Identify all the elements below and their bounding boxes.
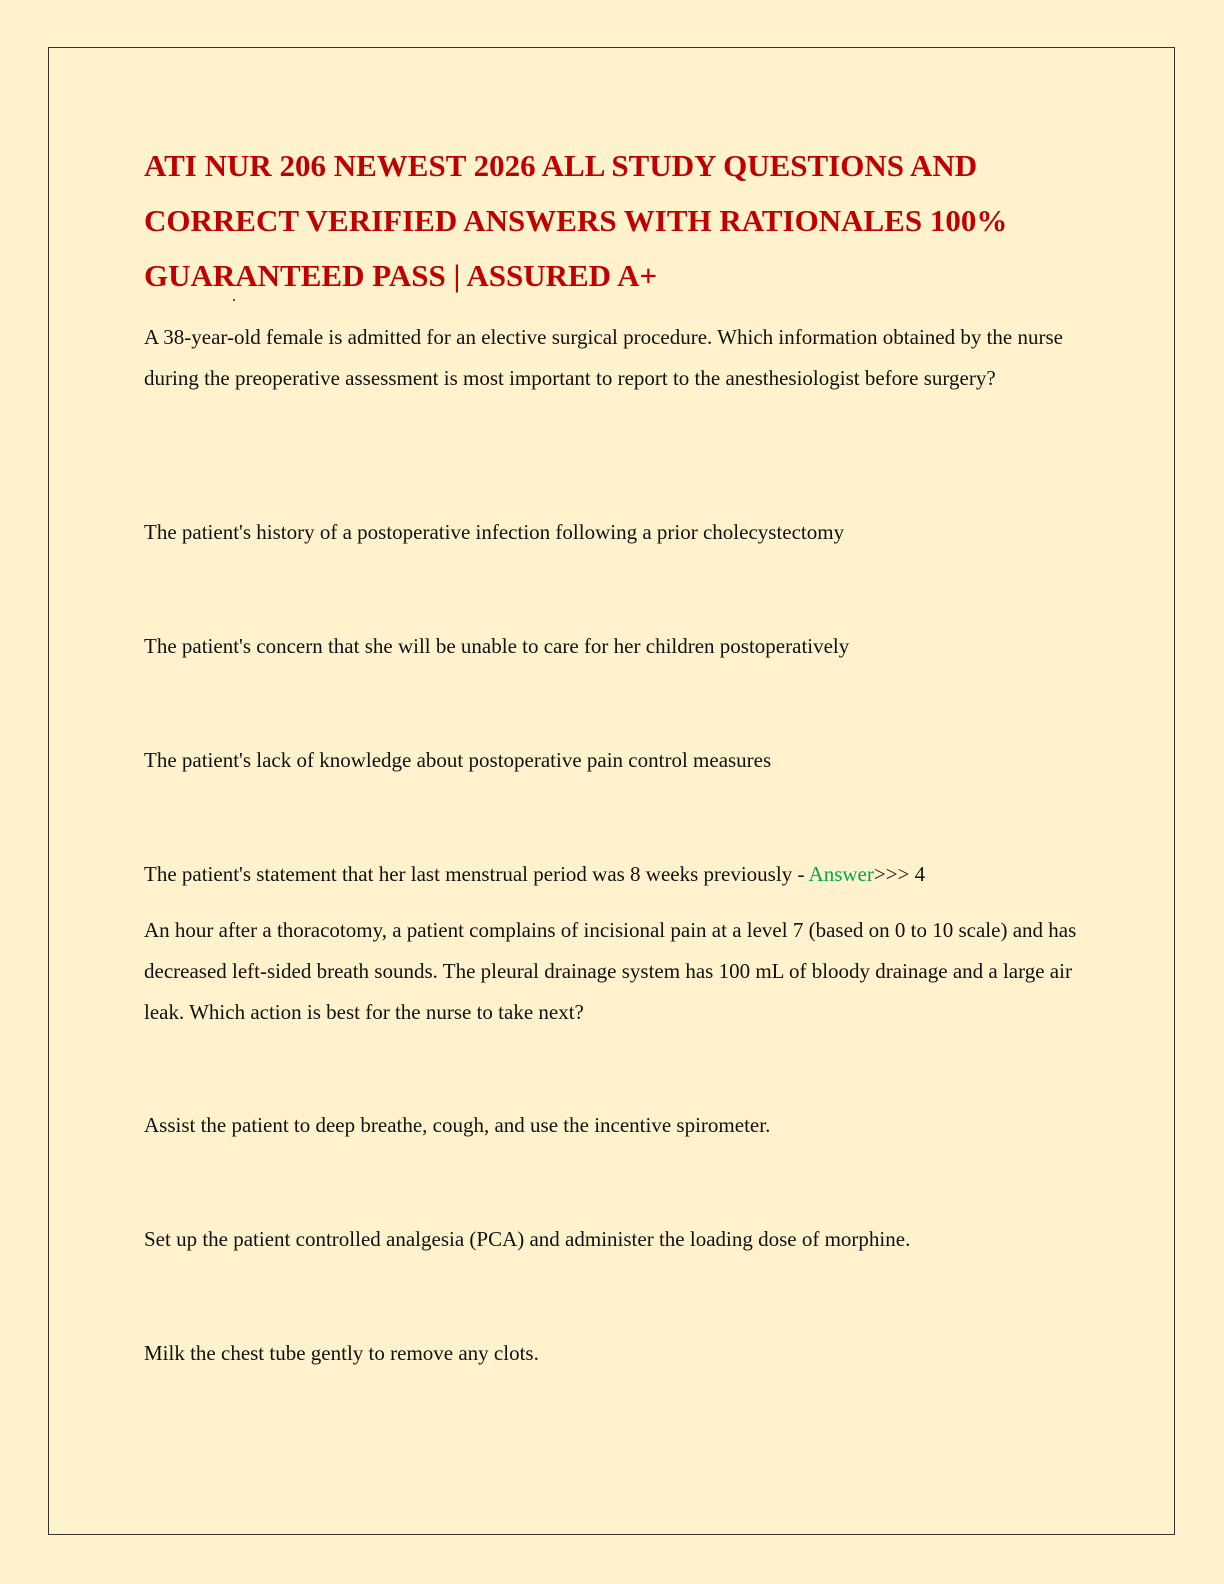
answer-value: >>> 4 [873,862,926,886]
question-1-option-1: The patient's history of a postoperative infection following a prior cholecystectomy [144,520,845,544]
question-2-option-3: Milk the chest tube gently to remove any clots. [144,1341,539,1365]
question-1-option-4: The patient's statement that her last menstrual period was 8 weeks previously [144,862,793,886]
answer-label: Answer [808,862,874,886]
answer-prefix: - [792,862,809,886]
stray-dot [233,299,235,301]
question-1-stem: A 38-year-old female is admitted for an elective surgical procedure. Which information obtained by the nurse during the preoperative assessment is most important to report to the anesthesiologist before surgery? [144,325,1063,390]
question-2-stem: An hour after a thoracotomy, a patient complains of incisional pain at a level 7 (based on 0 to 10 scale) and has decreased left-sided breath sounds. The pleural drainage system has 100 mL of bloody drainage and a large air leak. Which action is best for the nurse to take next? [144,918,1077,1024]
question-1-option-3: The patient's lack of knowledge about postoperative pain control measures [144,748,772,772]
question-2-option-2: Set up the patient controlled analgesia (PCA) and administer the loading dose of morphine. [144,1227,911,1251]
question-2-option-1: Assist the patient to deep breathe, cough, and use the incentive spirometer. [144,1113,771,1137]
question-1-option-2: The patient's concern that she will be unable to care for her children postoperatively [144,634,850,658]
document-header [144,138,1084,303]
question-1-option-4-with-answer [144,854,1084,895]
document-title: ATI NUR 206 NEWEST 2026 ALL STUDY QUESTIONS AND CORRECT VERIFIED ANSWERS WITH RATIONALES 100% GUARANTEED PASS | ASSURED A+ [144,148,1008,293]
